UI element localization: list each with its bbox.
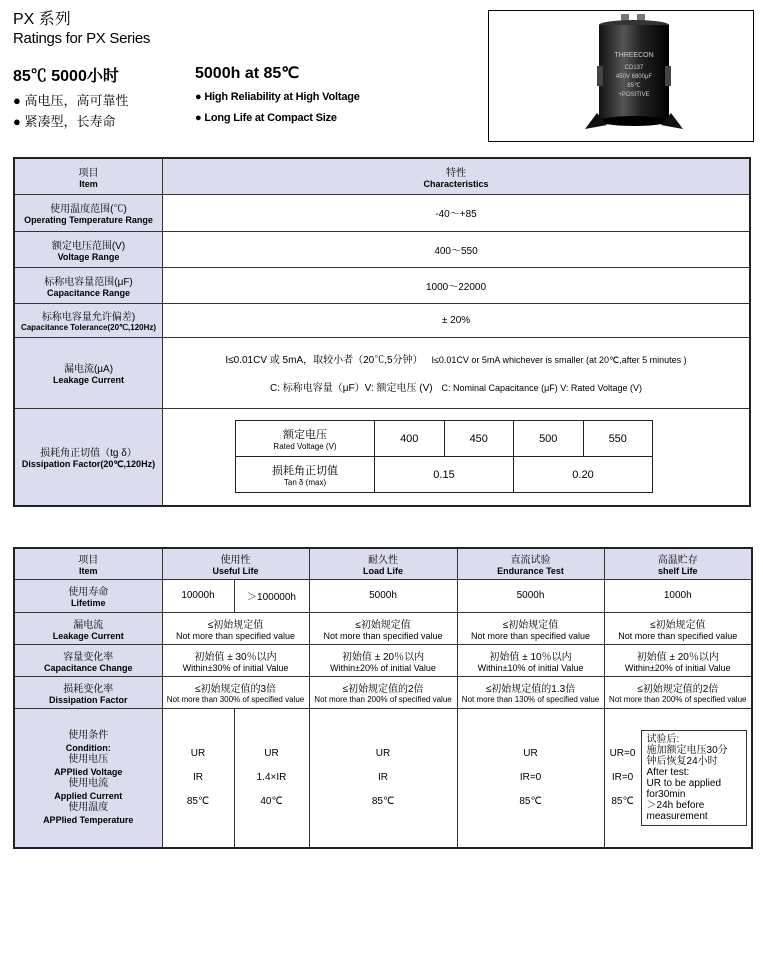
life-head-load: 耐久性 Load Life [309,548,457,579]
photo-temp: 85℃ [627,83,641,89]
photo-brand: THREECON [614,52,654,59]
rated-voltage-label: 额定电压 Rated Voltage (V) [236,421,375,457]
cond-useful-a: UR IR 85℃ [162,708,234,848]
voltage-550: 550 [583,421,653,457]
dissfactor-endurance: ≤初始规定值的1.3倍 Not more than 130% of specified value [457,676,604,708]
voltage-450: 450 [444,421,514,457]
capacitor-image [489,11,753,141]
photo-model: CD137 [624,65,644,71]
row-label-leakage: 漏电流(μA) Leakage Current [14,337,163,408]
leakage-label: 漏电流 Leakage Current [14,612,162,644]
capchange-load: 初始值 ± 20％以内 Within±20% of initial Value [309,644,457,676]
row-value-tolerance: ± 20% [163,303,751,337]
row-label-capacitance: 标称电容量范围(μF) Capacitance Range [14,267,163,303]
row-value-dissipation [163,408,751,506]
row-label-temp: 使用温度范围(℃) Operating Temperature Range [14,194,163,231]
lifetime-label: 使用寿命 Lifetime [14,579,162,612]
life-table [13,547,753,849]
capchange-label: 容量变化率 Capacitance Change [14,644,162,676]
row-value-temp: -40～+85 [163,194,751,231]
lifetime-useful-b: ＞100000h [234,579,309,612]
cond-shelf [604,708,752,848]
bullet-cn-2: ● 紧凑型，长寿命 [13,114,116,129]
dissfactor-load: ≤初始规定值的2倍 Not more than 200% of specified value [309,676,457,708]
row-label-tolerance: 标称电容量允许偏差) Capacitance Tolerance(20℃,120Hz) [14,303,163,337]
capchange-useful: 初始值 ± 30％以内 Within±30% of initial Value [162,644,309,676]
dissfactor-label: 损耗变化率 Dissipation Factor [14,676,162,708]
series-title-en: Ratings for PX Series [13,30,151,47]
lifetime-endurance: 5000h [457,579,604,612]
voltage-500: 500 [514,421,584,457]
lifetime-useful-a: 10000h [162,579,234,612]
bullet-en-1: ● High Reliability at High Voltage [195,91,360,103]
leakage-useful: ≤初始规定值 Not more than specified value [162,612,309,644]
ratings-table [13,157,751,507]
row-label-voltage: 额定电压范围(V) Voltage Range [14,231,163,267]
row-label-dissipation: 损耗角正切值（tg δ） Dissipation Factor(20℃,120Hz) [14,408,163,506]
lifetime-load: 5000h [309,579,457,612]
capchange-endurance: 初始值 ± 10％以内 Within±10% of initial Value [457,644,604,676]
leakage-load: ≤初始规定值 Not more than specified value [309,612,457,644]
tan-value-high: 0.20 [514,457,653,493]
life-head-useful: 使用性 Useful Life [162,548,309,579]
photo-rating: 450V 6800μF [615,74,653,80]
dissfactor-useful: ≤初始规定值的3倍 Not more than 300% of specified value [162,676,309,708]
cond-load: UR IR 85℃ [309,708,457,848]
tan-label: 损耗角正切值 Tan δ (max) [236,457,375,493]
row-value-leakage: I≤0.01CV 或 5mA，取较小者（20℃,5分钟） I≤0.01CV or 5mA whichever is smaller (at 20℃,after 5 minutes ) C: 标称电容量（μF）V: 额定电压 (V) C: Nominal Capacitance (μF) V: Rated Voltage (V) [163,337,751,408]
headline-cn: 85℃ 5000小时 [13,68,119,85]
conditions-label: 使用条件 Condition: 使用电压 APPlied Voltage 使用电流 Applied Current 使用温度 APPlied Temperature [14,708,162,848]
row-value-voltage: 400～550 [163,231,751,267]
ratings-head-char: 特性 Characteristics [163,158,751,194]
leakage-shelf: ≤初始规定值 Not more than specified value [604,612,752,644]
photo-polarity: +POSITIVE [618,92,650,98]
ratings-head-item: 项目 Item [14,158,163,194]
row-value-capacitance: 1000～22000 [163,267,751,303]
dissfactor-shelf: ≤初始规定值的2倍 Not more than 200% of specified value [604,676,752,708]
cond-useful-b: UR 1.4×IR 40℃ [234,708,309,848]
headline-en: 5000h at 85℃ [195,65,300,82]
capchange-shelf: 初始值 ± 20％以内 Within±20% of initial Value [604,644,752,676]
life-head-shelf: 高温贮存 shelf Life [604,548,752,579]
bullet-cn-1: ● 高电压，高可靠性 [13,93,129,108]
product-photo-frame [488,10,754,142]
series-title-cn: PX 系列 [13,11,71,28]
leakage-endurance: ≤初始规定值 Not more than specified value [457,612,604,644]
lifetime-shelf: 1000h [604,579,752,612]
cond-endurance: UR IR=0 85℃ [457,708,604,848]
voltage-400: 400 [375,421,445,457]
cond-shelf-values: UR=0 IR=0 85℃ [609,747,636,807]
tan-value-low: 0.15 [375,457,514,493]
bullet-en-2: ● Long Life at Compact Size [195,112,337,124]
dissipation-subtable [235,420,653,493]
after-test-note: 试验后: 施加额定电压30分 钟后恢复24小时 After test: UR to be applied for30min ＞24h before measurement [641,730,747,826]
life-head-endurance: 直流试验 Endurance Test [457,548,604,579]
life-head-item: 项目 Item [14,548,162,579]
